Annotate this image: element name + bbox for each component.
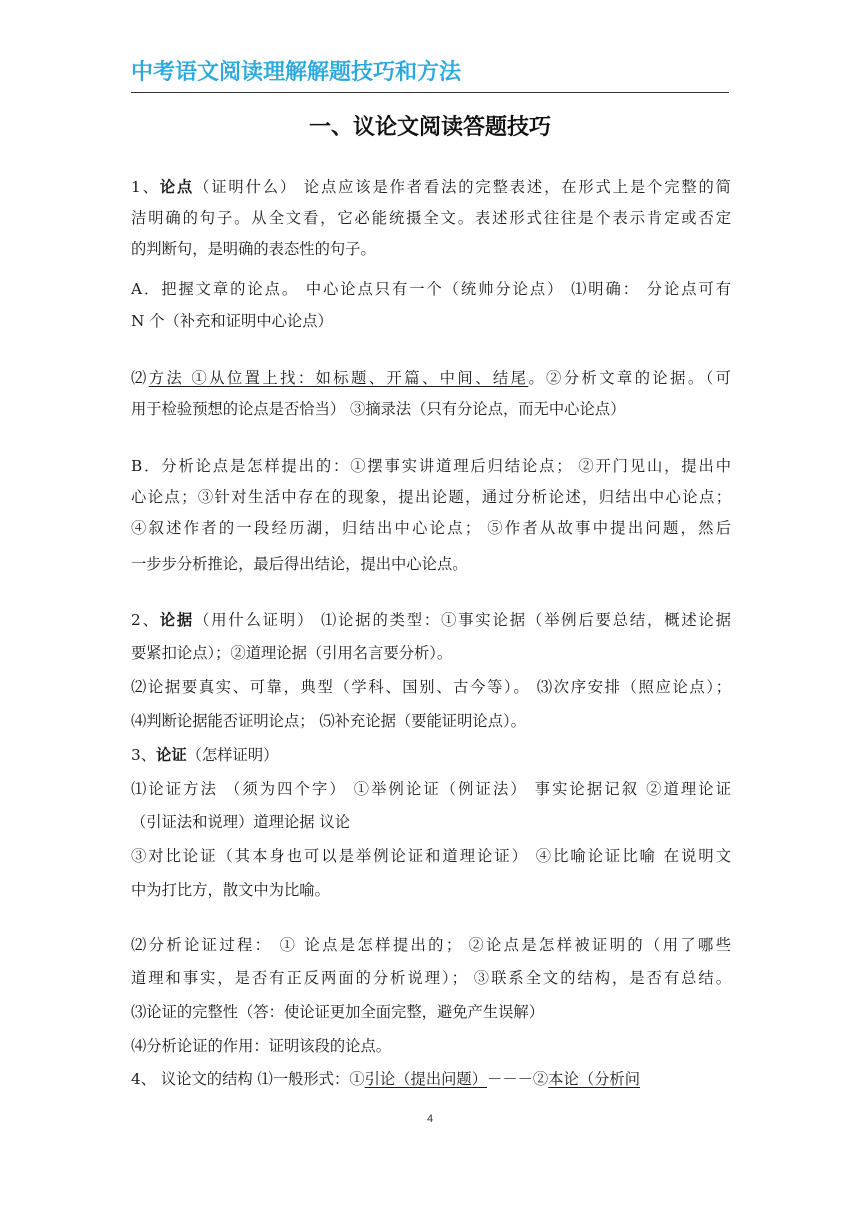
paragraph-line: 用于检验预想的论点是否恰当） ③摘录法（只有分论点，而无中心论点） [131, 400, 626, 418]
paragraph-line: 道理和事实，是否有正反两面的分析说理）； ③联系全文的结构，是否有总结。 [131, 969, 731, 987]
header-divider [131, 92, 729, 93]
underlined-method: 方法 ①从位置上找：如标题、开篇、中间、结尾 [148, 369, 529, 387]
paragraph-line: A．把握文章的论点。 中心论点只有一个（统帅分论点） ⑴明确： 分论点可有 [131, 280, 731, 298]
term-lunzheng: 论证 [156, 746, 187, 764]
underlined-yinlun: 引论（提出问题） [364, 1070, 488, 1088]
paragraph-line: 一步步分析推论，最后得出结论，提出中心论点。 [131, 555, 468, 573]
paragraph-line: ⑵论据要真实、可靠，典型（学科、国别、古今等）。 ⑶次序安排（照应论点）； [131, 678, 731, 696]
page-number: 4 [426, 1113, 434, 1125]
paragraph-line: ③对比论证（其本身也可以是举例论证和道理论证） ④比喻论证比喻 在说明文 [131, 847, 731, 865]
paragraph-line: 1、论点（证明什么） 论点应该是作者看法的完整表述，在形式上是个完整的简 [131, 178, 731, 196]
paragraph-line: 2、论据（用什么证明） ⑴论据的类型：①事实论据（举例后要总结，概述论据 [131, 611, 731, 629]
paragraph-line: 要紧扣论点）；②道理论据（引用名言要分析）。 [131, 644, 453, 662]
item-number: 1、 [131, 178, 160, 196]
paragraph-line: ④叙述作者的一段经历湖，归结出中心论点； ⑤作者从故事中提出问题，然后 [131, 519, 731, 537]
paragraph-line: 心论点；③针对生活中存在的现象，提出论题，通过分析论述，归结出中心论点； [131, 488, 731, 506]
term-lundian: 论点 [159, 178, 195, 196]
paragraph-line: ⑶论证的完整性（答：使论证更加全面完整，避免产生误解） [131, 1003, 545, 1021]
paragraph-line: 3、论证（怎样证明） [131, 746, 279, 764]
section-title: 一、议论文阅读答题技巧 [308, 115, 551, 140]
paragraph-line: （引证法和说理）道理论据 议论 [131, 813, 351, 831]
paragraph-line: ⑴论证方法 （须为四个字） ①举例论证（例证法） 事实论据记叙 ②道理论证 [131, 780, 731, 798]
term-lunju: 论据 [159, 611, 195, 629]
paragraph-line: ⑵方法 ①从位置上找：如标题、开篇、中间、结尾。②分析文章的论据。（可 [131, 369, 731, 387]
paragraph-line: 的判断句，是明确的表态性的句子。 [131, 240, 376, 258]
paragraph-line: 洁明确的句子。从全文看，它必能统摄全文。表述形式往往是个表示肯定或否定 [131, 209, 731, 227]
item-number: 3、 [131, 746, 157, 764]
paragraph-line: 中为打比方，散文中为比喻。 [131, 881, 330, 899]
underlined-benlun: 本论（分析问 [548, 1070, 641, 1088]
paragraph-line: 4、 议论文的结构 ⑴一般形式：①引论（提出问题）－－－②本论（分析问 [131, 1070, 641, 1088]
paragraph-line: N 个（补充和证明中心论点） [131, 312, 333, 330]
paragraph-line: ⑷判断论据能否证明论点； ⑸补充论据（要能证明论点）。 [131, 712, 526, 730]
paragraph-line: B．分析论点是怎样提出的：①摆事实讲道理后归结论点； ②开门见山，提出中 [131, 457, 731, 475]
header-title: 中考语文阅读理解解题技巧和方法 [131, 60, 462, 85]
item-number: 2、 [131, 611, 160, 629]
paragraph-line: ⑷分析论证的作用：证明该段的论点。 [131, 1037, 392, 1055]
paragraph-line: ⑵分析论证过程： ① 论点是怎样提出的； ②论点是怎样被证明的（用了哪些 [131, 936, 731, 954]
